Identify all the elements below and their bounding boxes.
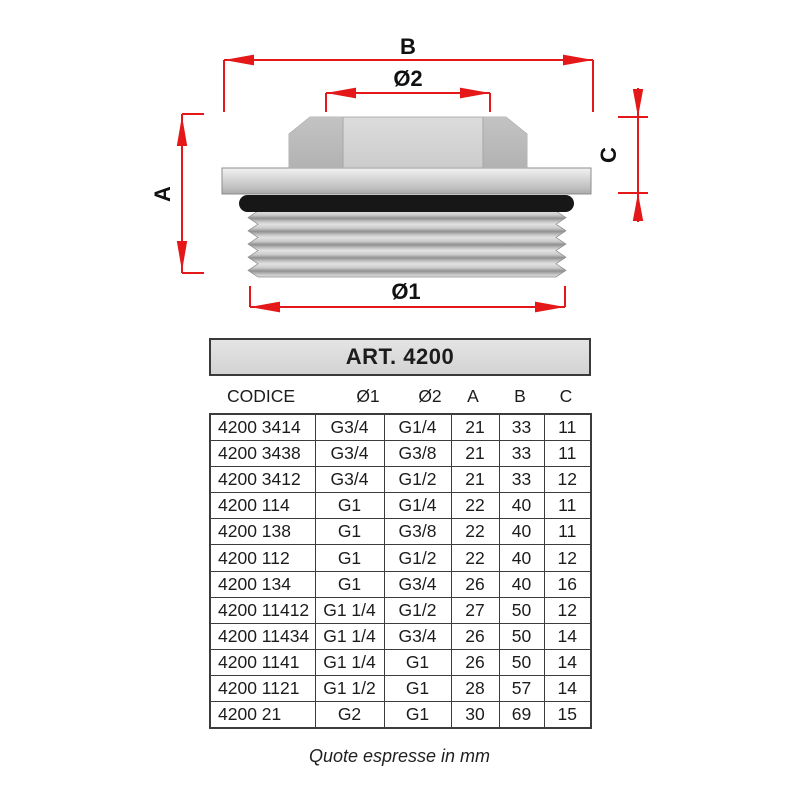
table-row <box>210 649 591 675</box>
cell-b: 33 <box>499 467 544 493</box>
dimension-label-b: B <box>400 34 416 59</box>
col-header-codice: CODICE <box>226 386 296 406</box>
cell-codice: 4200 3438 <box>210 441 315 467</box>
cell-d1: G1 <box>315 571 384 597</box>
cell-codice: 4200 1141 <box>210 649 315 675</box>
cell-codice: 4200 134 <box>210 571 315 597</box>
cell-c: 11 <box>544 414 591 441</box>
table-row <box>210 519 591 545</box>
cell-a: 21 <box>451 467 499 493</box>
cell-d1: G3/4 <box>315 441 384 467</box>
cell-a: 21 <box>451 414 499 441</box>
cell-a: 30 <box>451 702 499 729</box>
cell-c: 14 <box>544 675 591 701</box>
col-header-a: A <box>467 386 479 406</box>
cell-d1: G1 <box>315 493 384 519</box>
table-row <box>210 441 591 467</box>
cell-d2: G1/2 <box>384 545 451 571</box>
cell-d2: G1 <box>384 649 451 675</box>
table-row <box>210 493 591 519</box>
cell-c: 12 <box>544 467 591 493</box>
cell-d1: G3/4 <box>315 467 384 493</box>
table-row <box>210 702 591 729</box>
cell-c: 14 <box>544 623 591 649</box>
table-title-banner <box>209 338 591 376</box>
cell-c: 11 <box>544 493 591 519</box>
cell-b: 40 <box>499 545 544 571</box>
dimension-label-d1: Ø1 <box>391 279 421 304</box>
cell-a: 27 <box>451 597 499 623</box>
dimension-d2 <box>326 88 490 112</box>
cell-b: 33 <box>499 414 544 441</box>
table-row <box>210 571 591 597</box>
cell-a: 22 <box>451 545 499 571</box>
table-row <box>210 623 591 649</box>
cell-d2: G1/4 <box>384 414 451 441</box>
cell-d2: G1 <box>384 702 451 729</box>
cell-b: 40 <box>499 571 544 597</box>
cell-d2: G1/2 <box>384 467 451 493</box>
cell-b: 57 <box>499 675 544 701</box>
technical-drawing <box>0 0 800 332</box>
cell-d1: G1 1/2 <box>315 675 384 701</box>
cell-codice: 4200 1121 <box>210 675 315 701</box>
spec-table-body <box>210 414 591 728</box>
table-row <box>210 545 591 571</box>
cell-a: 28 <box>451 675 499 701</box>
cell-codice: 4200 11434 <box>210 623 315 649</box>
cell-codice: 4200 11412 <box>210 597 315 623</box>
table-row <box>210 675 591 701</box>
cell-d2: G3/4 <box>384 571 451 597</box>
hex-facet-right <box>483 117 527 168</box>
cell-codice: 4200 138 <box>210 519 315 545</box>
col-header-d1: Ø1 <box>356 386 380 406</box>
cell-d1: G2 <box>315 702 384 729</box>
cell-c: 12 <box>544 597 591 623</box>
cell-c: 12 <box>544 545 591 571</box>
dimension-a <box>177 114 204 273</box>
cell-codice: 4200 3414 <box>210 414 315 441</box>
table-title: ART. 4200 <box>345 344 455 369</box>
cell-c: 15 <box>544 702 591 729</box>
cell-c: 11 <box>544 441 591 467</box>
cell-codice: 4200 112 <box>210 545 315 571</box>
cell-a: 26 <box>451 649 499 675</box>
cell-c: 14 <box>544 649 591 675</box>
cell-c: 16 <box>544 571 591 597</box>
cell-codice: 4200 114 <box>210 493 315 519</box>
hex-facet-left <box>289 117 343 168</box>
cell-c: 11 <box>544 519 591 545</box>
cell-a: 21 <box>451 441 499 467</box>
table-column-headers <box>0 386 800 408</box>
col-header-b: B <box>514 386 526 406</box>
cell-b: 40 <box>499 493 544 519</box>
cell-codice: 4200 21 <box>210 702 315 729</box>
cell-d2: G1 <box>384 675 451 701</box>
col-header-c: C <box>559 386 573 406</box>
col-header-d2: Ø2 <box>418 386 442 406</box>
cell-a: 26 <box>451 623 499 649</box>
cell-b: 50 <box>499 597 544 623</box>
cell-d1: G1 <box>315 545 384 571</box>
cell-codice: 4200 3412 <box>210 467 315 493</box>
spec-table <box>209 413 592 729</box>
dimension-label-c: C <box>596 147 621 163</box>
o-ring <box>239 195 574 212</box>
cell-d2: G3/4 <box>384 623 451 649</box>
cell-a: 22 <box>451 493 499 519</box>
cell-d2: G3/8 <box>384 441 451 467</box>
cell-b: 40 <box>499 519 544 545</box>
cell-d1: G1 <box>315 519 384 545</box>
thread-shank <box>248 211 566 277</box>
cell-d1: G3/4 <box>315 414 384 441</box>
table-row <box>210 414 591 441</box>
cell-d2: G3/8 <box>384 519 451 545</box>
cell-d1: G1 1/4 <box>315 623 384 649</box>
cell-b: 50 <box>499 623 544 649</box>
cell-d1: G1 1/4 <box>315 649 384 675</box>
cell-a: 26 <box>451 571 499 597</box>
dimension-c <box>618 88 648 222</box>
cell-d1: G1 1/4 <box>315 597 384 623</box>
units-footnote: Quote espresse in mm <box>308 746 491 766</box>
table-row <box>210 467 591 493</box>
flange <box>222 168 591 194</box>
cell-b: 69 <box>499 702 544 729</box>
dimension-label-d2: Ø2 <box>393 66 423 91</box>
cell-d2: G1/4 <box>384 493 451 519</box>
dimension-label-a: A <box>150 186 175 202</box>
cell-d2: G1/2 <box>384 597 451 623</box>
cell-a: 22 <box>451 519 499 545</box>
table-row <box>210 597 591 623</box>
cell-b: 50 <box>499 649 544 675</box>
cell-b: 33 <box>499 441 544 467</box>
